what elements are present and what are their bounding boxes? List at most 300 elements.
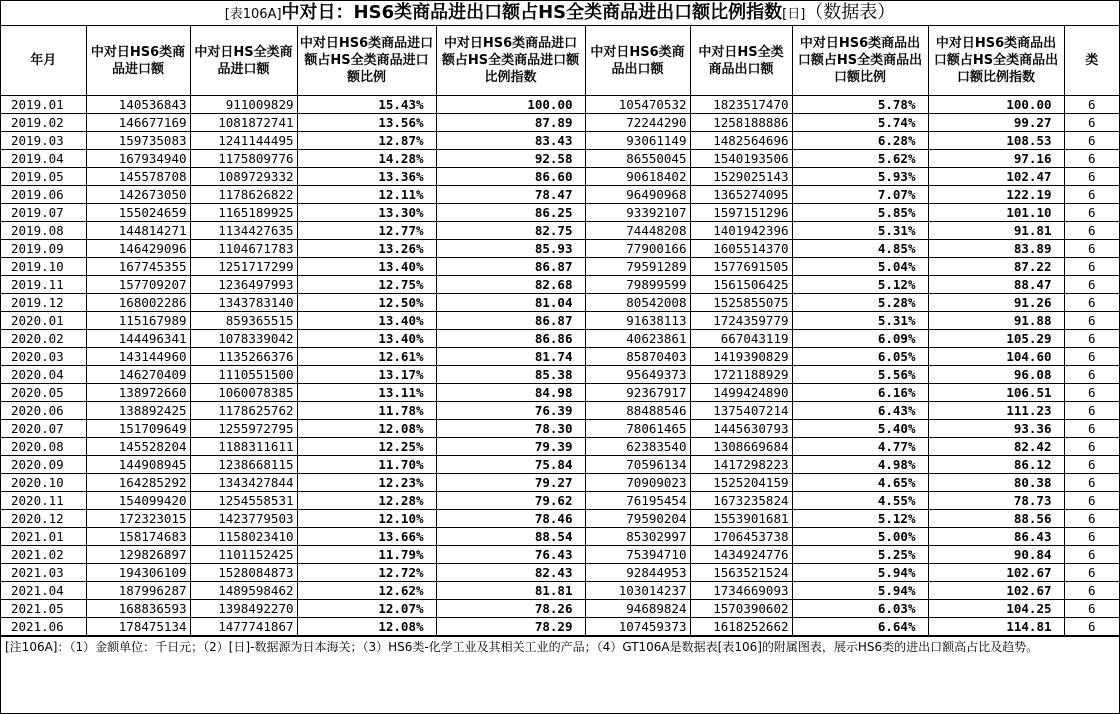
cell-import-index: 84.98 [436,384,585,402]
cell-export-ratio: 5.28% [792,294,928,312]
cell-hs6-import: 144496341 [86,330,190,348]
cell-hs6-export: 79899599 [585,276,690,294]
cell-hs6-import: 138892425 [86,402,190,420]
table-row [1,546,1119,564]
table-title [1,1,1119,26]
cell-hs6-import: 157709207 [86,276,190,294]
cell-export-index: 88.47 [928,276,1064,294]
cell-month: 2019.03 [1,132,86,150]
cell-month: 2019.04 [1,150,86,168]
cell-all-export: 1258188886 [690,114,792,132]
cell-all-import: 1343783140 [190,294,297,312]
cell-import-ratio: 12.07% [297,600,436,618]
cell-export-index: 78.73 [928,492,1064,510]
cell-month: 2019.02 [1,114,86,132]
cell-import-ratio: 12.61% [297,348,436,366]
cell-all-import: 1178626822 [190,186,297,204]
cell-category: 6 [1064,132,1119,150]
cell-category: 6 [1064,582,1119,600]
cell-import-index: 92.58 [436,150,585,168]
cell-all-import: 1343427844 [190,474,297,492]
table-row [1,204,1119,222]
cell-hs6-export: 93061149 [585,132,690,150]
cell-all-export: 1525204159 [690,474,792,492]
cell-import-ratio: 13.40% [297,330,436,348]
cell-hs6-export: 93392107 [585,204,690,222]
cell-import-ratio: 12.08% [297,618,436,636]
table-row [1,168,1119,186]
cell-hs6-import: 145528204 [86,438,190,456]
cell-all-export: 1673235824 [690,492,792,510]
cell-all-export: 667043119 [690,330,792,348]
table-row [1,96,1119,114]
cell-import-index: 87.89 [436,114,585,132]
cell-export-index: 106.51 [928,384,1064,402]
cell-export-ratio: 5.40% [792,420,928,438]
cell-month: 2020.01 [1,312,86,330]
cell-hs6-import: 158174683 [86,528,190,546]
cell-all-import: 1236497993 [190,276,297,294]
cell-export-ratio: 4.98% [792,456,928,474]
table-row [1,510,1119,528]
cell-all-export: 1419390829 [690,348,792,366]
cell-all-export: 1561506425 [690,276,792,294]
cell-all-import: 1254558531 [190,492,297,510]
cell-category: 6 [1064,402,1119,420]
header-all-export: 中对日HS全类商品出口额 [690,26,792,96]
cell-all-import: 1081872741 [190,114,297,132]
cell-import-index: 86.25 [436,204,585,222]
cell-export-index: 90.84 [928,546,1064,564]
cell-import-ratio: 12.28% [297,492,436,510]
cell-import-index: 86.87 [436,258,585,276]
table-row [1,438,1119,456]
cell-import-ratio: 13.66% [297,528,436,546]
table-row [1,366,1119,384]
cell-hs6-import: 155024659 [86,204,190,222]
cell-category: 6 [1064,366,1119,384]
cell-import-index: 100.00 [436,96,585,114]
cell-export-ratio: 6.28% [792,132,928,150]
cell-all-import: 1089729332 [190,168,297,186]
cell-import-ratio: 11.78% [297,402,436,420]
cell-export-index: 86.12 [928,456,1064,474]
cell-hs6-import: 168002286 [86,294,190,312]
cell-all-export: 1734669093 [690,582,792,600]
cell-month: 2021.01 [1,528,86,546]
cell-export-index: 101.10 [928,204,1064,222]
cell-all-export: 1445630793 [690,420,792,438]
cell-all-export: 1570390602 [690,600,792,618]
cell-import-index: 86.60 [436,168,585,186]
cell-all-import: 859365515 [190,312,297,330]
table-row [1,564,1119,582]
header-import-index: 中对日HS6类商品进口额占HS全类商品进口额比例指数 [436,26,585,96]
cell-export-index: 88.56 [928,510,1064,528]
cell-export-ratio: 4.65% [792,474,928,492]
cell-hs6-import: 151709649 [86,420,190,438]
cell-hs6-import: 144814271 [86,222,190,240]
cell-export-ratio: 6.03% [792,600,928,618]
cell-import-index: 78.30 [436,420,585,438]
cell-import-index: 81.04 [436,294,585,312]
cell-all-import: 1060078385 [190,384,297,402]
cell-hs6-export: 80542008 [585,294,690,312]
cell-export-index: 91.26 [928,294,1064,312]
cell-hs6-import: 178475134 [86,618,190,636]
table-row [1,474,1119,492]
cell-category: 6 [1064,312,1119,330]
cell-category: 6 [1064,114,1119,132]
table-row [1,402,1119,420]
cell-month: 2019.01 [1,96,86,114]
cell-month: 2019.06 [1,186,86,204]
cell-all-export: 1605514370 [690,240,792,258]
cell-hs6-import: 143144960 [86,348,190,366]
header-export-index: 中对日HS6类商品出口额占HS全类商品出口额比例指数 [928,26,1064,96]
header-row [1,26,1119,96]
cell-export-index: 82.42 [928,438,1064,456]
cell-category: 6 [1064,222,1119,240]
cell-all-export: 1482564696 [690,132,792,150]
cell-import-index: 79.62 [436,492,585,510]
cell-export-index: 91.81 [928,222,1064,240]
cell-category: 6 [1064,456,1119,474]
cell-import-ratio: 12.10% [297,510,436,528]
cell-export-ratio: 5.12% [792,276,928,294]
cell-hs6-import: 164285292 [86,474,190,492]
cell-export-ratio: 5.94% [792,582,928,600]
cell-import-ratio: 12.23% [297,474,436,492]
cell-import-index: 76.39 [436,402,585,420]
cell-hs6-export: 74448208 [585,222,690,240]
cell-hs6-export: 85302997 [585,528,690,546]
cell-export-index: 96.08 [928,366,1064,384]
cell-import-ratio: 12.62% [297,582,436,600]
cell-import-index: 88.54 [436,528,585,546]
cell-hs6-import: 115167989 [86,312,190,330]
cell-month: 2019.10 [1,258,86,276]
cell-hs6-export: 94689824 [585,600,690,618]
cell-export-index: 114.81 [928,618,1064,636]
cell-category: 6 [1064,96,1119,114]
cell-category: 6 [1064,384,1119,402]
header-import-ratio: 中对日HS6类商品进口额占HS全类商品进口额比例 [297,26,436,96]
table-row [1,312,1119,330]
cell-month: 2020.08 [1,438,86,456]
cell-all-import: 911009829 [190,96,297,114]
cell-category: 6 [1064,348,1119,366]
cell-export-ratio: 6.09% [792,330,928,348]
cell-import-index: 78.26 [436,600,585,618]
cell-hs6-export: 75394710 [585,546,690,564]
cell-month: 2021.05 [1,600,86,618]
cell-import-ratio: 14.28% [297,150,436,168]
cell-month: 2020.03 [1,348,86,366]
cell-export-index: 102.67 [928,582,1064,600]
cell-import-ratio: 13.11% [297,384,436,402]
cell-all-import: 1134427635 [190,222,297,240]
cell-category: 6 [1064,618,1119,636]
cell-month: 2020.05 [1,384,86,402]
cell-export-index: 87.22 [928,258,1064,276]
cell-export-ratio: 6.16% [792,384,928,402]
cell-import-index: 81.81 [436,582,585,600]
cell-export-ratio: 7.07% [792,186,928,204]
cell-month: 2021.02 [1,546,86,564]
cell-export-ratio: 6.05% [792,348,928,366]
cell-hs6-export: 79591289 [585,258,690,276]
header-category: 类 [1064,26,1119,96]
cell-import-index: 86.87 [436,312,585,330]
cell-import-index: 75.84 [436,456,585,474]
title-prefix: [表106A] [224,7,282,22]
cell-all-export: 1308669684 [690,438,792,456]
cell-hs6-import: 142673050 [86,186,190,204]
cell-export-index: 86.43 [928,528,1064,546]
cell-hs6-import: 145578708 [86,168,190,186]
table-row [1,582,1119,600]
cell-hs6-import: 159735083 [86,132,190,150]
cell-month: 2019.05 [1,168,86,186]
table-row [1,618,1119,636]
cell-export-index: 100.00 [928,96,1064,114]
cell-category: 6 [1064,168,1119,186]
cell-all-import: 1165189925 [190,204,297,222]
cell-import-ratio: 12.77% [297,222,436,240]
cell-import-index: 79.39 [436,438,585,456]
cell-category: 6 [1064,276,1119,294]
cell-month: 2020.02 [1,330,86,348]
cell-import-index: 85.93 [436,240,585,258]
cell-month: 2020.11 [1,492,86,510]
cell-hs6-import: 146429096 [86,240,190,258]
data-table [1,26,1119,636]
cell-import-ratio: 13.40% [297,312,436,330]
cell-all-import: 1135266376 [190,348,297,366]
cell-import-index: 79.27 [436,474,585,492]
cell-export-index: 99.27 [928,114,1064,132]
cell-category: 6 [1064,258,1119,276]
cell-month: 2019.07 [1,204,86,222]
cell-import-index: 82.43 [436,564,585,582]
title-suffix: （数据表） [805,2,896,23]
cell-hs6-export: 62383540 [585,438,690,456]
cell-category: 6 [1064,150,1119,168]
cell-hs6-import: 187996287 [86,582,190,600]
cell-export-ratio: 5.12% [792,510,928,528]
cell-month: 2019.09 [1,240,86,258]
cell-import-ratio: 13.36% [297,168,436,186]
header-hs6-import: 中对日HS6类商品进口额 [86,26,190,96]
cell-hs6-import: 140536843 [86,96,190,114]
cell-hs6-export: 90618402 [585,168,690,186]
cell-month: 2019.11 [1,276,86,294]
table-row [1,276,1119,294]
cell-all-export: 1721188929 [690,366,792,384]
cell-category: 6 [1064,204,1119,222]
cell-all-export: 1577691505 [690,258,792,276]
cell-export-index: 122.19 [928,186,1064,204]
table-row [1,186,1119,204]
cell-all-export: 1553901681 [690,510,792,528]
cell-export-index: 102.47 [928,168,1064,186]
cell-all-import: 1241144495 [190,132,297,150]
table-row [1,114,1119,132]
cell-export-index: 108.53 [928,132,1064,150]
cell-all-export: 1563521524 [690,564,792,582]
cell-import-ratio: 12.08% [297,420,436,438]
cell-category: 6 [1064,330,1119,348]
cell-month: 2021.04 [1,582,86,600]
table-row [1,222,1119,240]
cell-month: 2020.04 [1,366,86,384]
cell-import-index: 86.86 [436,330,585,348]
header-all-import: 中对日HS全类商品进口额 [190,26,297,96]
cell-category: 6 [1064,438,1119,456]
cell-hs6-export: 70909023 [585,474,690,492]
cell-all-export: 1823517470 [690,96,792,114]
cell-hs6-export: 105470532 [585,96,690,114]
cell-hs6-import: 167745355 [86,258,190,276]
cell-month: 2020.12 [1,510,86,528]
cell-import-index: 83.43 [436,132,585,150]
table-row [1,384,1119,402]
cell-month: 2020.09 [1,456,86,474]
cell-hs6-import: 138972660 [86,384,190,402]
cell-export-index: 80.38 [928,474,1064,492]
cell-category: 6 [1064,492,1119,510]
cell-import-ratio: 12.11% [297,186,436,204]
cell-hs6-export: 96490968 [585,186,690,204]
cell-import-index: 81.74 [436,348,585,366]
table-row [1,456,1119,474]
cell-export-ratio: 6.64% [792,618,928,636]
table-row [1,258,1119,276]
cell-all-import: 1238668115 [190,456,297,474]
cell-import-ratio: 13.26% [297,240,436,258]
cell-hs6-import: 129826897 [86,546,190,564]
cell-all-export: 1597151296 [690,204,792,222]
cell-hs6-export: 92367917 [585,384,690,402]
cell-category: 6 [1064,528,1119,546]
cell-month: 2019.12 [1,294,86,312]
cell-export-index: 83.89 [928,240,1064,258]
cell-all-import: 1104671783 [190,240,297,258]
cell-all-export: 1434924776 [690,546,792,564]
cell-all-import: 1423779503 [190,510,297,528]
cell-all-import: 1255972795 [190,420,297,438]
cell-import-ratio: 12.50% [297,294,436,312]
cell-hs6-import: 194306109 [86,564,190,582]
cell-hs6-export: 88488546 [585,402,690,420]
cell-import-index: 78.46 [436,510,585,528]
cell-export-ratio: 5.74% [792,114,928,132]
cell-hs6-export: 107459373 [585,618,690,636]
cell-export-ratio: 5.56% [792,366,928,384]
cell-export-ratio: 4.55% [792,492,928,510]
cell-all-import: 1251717299 [190,258,297,276]
cell-import-index: 78.29 [436,618,585,636]
cell-category: 6 [1064,294,1119,312]
cell-import-ratio: 12.72% [297,564,436,582]
cell-export-ratio: 4.85% [792,240,928,258]
cell-import-ratio: 12.25% [297,438,436,456]
cell-all-import: 1477741867 [190,618,297,636]
cell-export-index: 111.23 [928,402,1064,420]
cell-all-export: 1365274095 [690,186,792,204]
cell-import-index: 82.75 [436,222,585,240]
cell-hs6-export: 95649373 [585,366,690,384]
cell-export-index: 104.25 [928,600,1064,618]
title-source-tag: [日] [782,7,806,22]
cell-all-export: 1724359779 [690,312,792,330]
cell-import-index: 82.68 [436,276,585,294]
cell-export-ratio: 5.31% [792,222,928,240]
cell-all-export: 1706453738 [690,528,792,546]
footnote: [注106A]：（1）金额单位：千日元；（2）[日]-数据源为日本海关；（3）HS6类-化学工业及其相关工业的产品；（4）GT106A是数据表[表106]的附属图表，展示HS6类的进出口额高占比及趋势。 [1,636,1119,658]
cell-hs6-import: 146677169 [86,114,190,132]
table-body [1,96,1119,636]
cell-hs6-export: 79590204 [585,510,690,528]
cell-export-ratio: 5.25% [792,546,928,564]
cell-hs6-export: 78061465 [585,420,690,438]
cell-month: 2020.06 [1,402,86,420]
cell-hs6-import: 144908945 [86,456,190,474]
cell-export-index: 104.60 [928,348,1064,366]
cell-import-ratio: 12.87% [297,132,436,150]
cell-hs6-export: 40623861 [585,330,690,348]
cell-export-ratio: 5.31% [792,312,928,330]
table-row [1,528,1119,546]
cell-all-import: 1158023410 [190,528,297,546]
cell-export-index: 91.88 [928,312,1064,330]
table-row [1,600,1119,618]
cell-import-ratio: 13.40% [297,258,436,276]
cell-hs6-import: 167934940 [86,150,190,168]
cell-hs6-import: 172323015 [86,510,190,528]
table-row [1,348,1119,366]
cell-export-index: 93.36 [928,420,1064,438]
cell-category: 6 [1064,186,1119,204]
cell-export-ratio: 5.94% [792,564,928,582]
cell-import-index: 76.43 [436,546,585,564]
cell-month: 2021.06 [1,618,86,636]
cell-import-index: 85.38 [436,366,585,384]
cell-hs6-export: 86550045 [585,150,690,168]
cell-hs6-export: 77900166 [585,240,690,258]
cell-import-ratio: 15.43% [297,96,436,114]
cell-hs6-export: 92844953 [585,564,690,582]
cell-hs6-export: 70596134 [585,456,690,474]
cell-export-ratio: 5.00% [792,528,928,546]
cell-export-ratio: 5.04% [792,258,928,276]
table-row [1,294,1119,312]
cell-export-index: 102.67 [928,564,1064,582]
cell-all-import: 1398492270 [190,600,297,618]
cell-hs6-import: 154099420 [86,492,190,510]
cell-all-export: 1417298223 [690,456,792,474]
cell-all-import: 1175809776 [190,150,297,168]
cell-import-index: 78.47 [436,186,585,204]
title-main: 中对日：HS6类商品进出口额占HS全类商品进出口额比例指数 [281,2,783,23]
cell-all-export: 1618252662 [690,618,792,636]
table-row [1,150,1119,168]
cell-import-ratio: 11.79% [297,546,436,564]
cell-all-export: 1525855075 [690,294,792,312]
cell-import-ratio: 11.70% [297,456,436,474]
cell-all-import: 1110551500 [190,366,297,384]
